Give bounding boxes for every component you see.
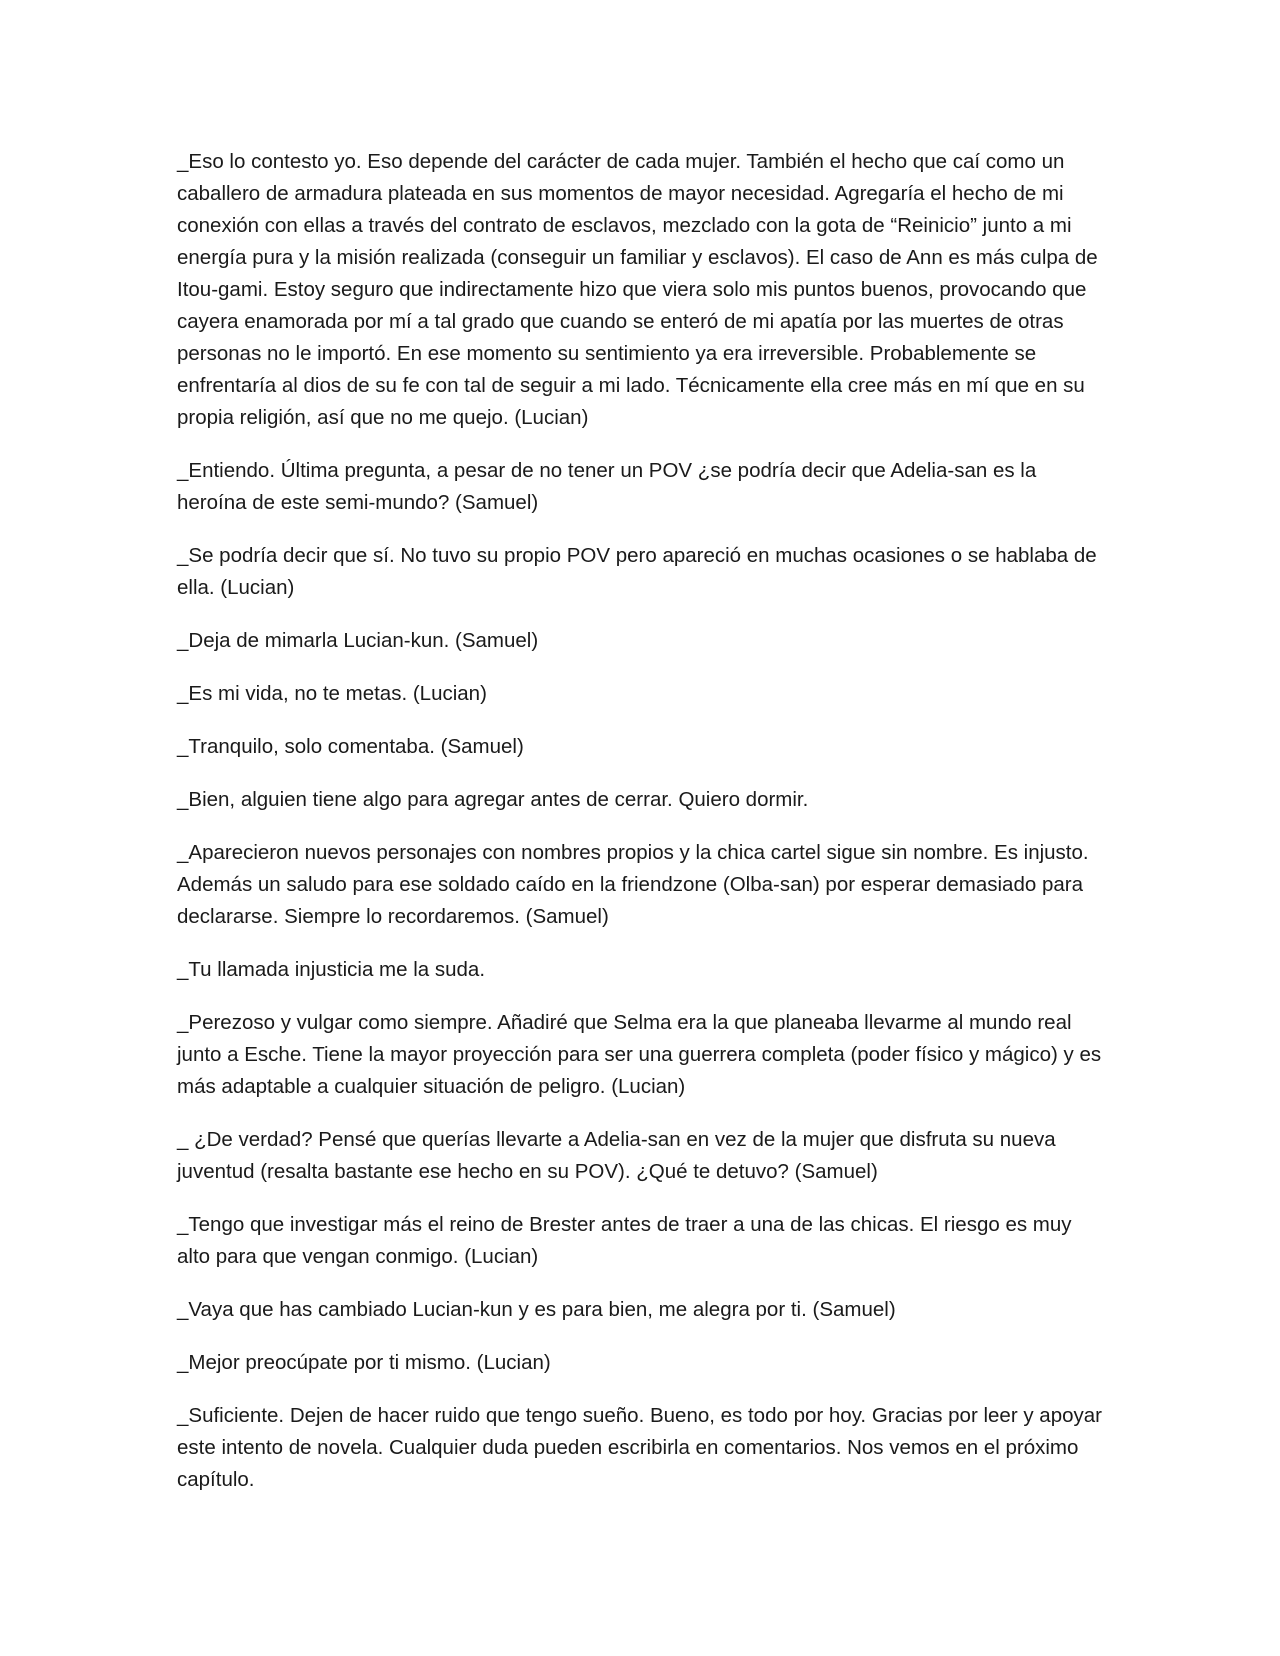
paragraph-14: _Mejor preocúpate por ti mismo. (Lucian) <box>177 1351 551 1374</box>
paragraph-15: _Suficiente. Dejen de hacer ruido que tengo sueño. Bueno, es todo por hoy. Gracias por leer y apoyar este intento de novela. Cualquier duda pueden escribirla en comentarios. Nos vemos en el próximo capítulo. <box>177 1404 1102 1491</box>
paragraph-9: _Tu llamada injusticia me la suda. <box>177 958 486 981</box>
paragraph-3: _Se podría decir que sí. No tuvo su propio POV pero apareció en muchas ocasiones o se hablaba de ella. (Lucian) <box>177 544 1097 599</box>
paragraph-7: _Bien, alguien tiene algo para agregar antes de cerrar. Quiero dormir. <box>177 788 809 811</box>
paragraph-11: _ ¿De verdad? Pensé que querías llevarte a Adelia-san en vez de la mujer que disfruta su nueva juventud (resalta bastante ese hecho en su POV). ¿Qué te detuvo? (Samuel) <box>177 1128 1056 1183</box>
paragraph-4: _Deja de mimarla Lucian-kun. (Samuel) <box>177 629 539 652</box>
paragraph-12: _Tengo que investigar más el reino de Brester antes de traer a una de las chicas. El riesgo es muy alto para que vengan conmigo. (Lucian) <box>177 1213 1072 1268</box>
paragraph-13: _Vaya que has cambiado Lucian-kun y es para bien, me alegra por ti. (Samuel) <box>177 1298 896 1321</box>
document-body <box>177 146 1107 1517</box>
paragraph-6: _Tranquilo, solo comentaba. (Samuel) <box>177 735 524 758</box>
paragraph-1: _Eso lo contesto yo. Eso depende del carácter de cada mujer. También el hecho que caí como un caballero de armadura plateada en sus momentos de mayor necesidad. Agregaría el hecho de mi conexión con ellas a través del contrato de esclavos, mezclado con la gota de “Reinicio” junto a mi energía pura y la misión realizada (conseguir un familiar y esclavos). El caso de Ann es más culpa de Itou-gami. Estoy seguro que indirectamente hizo que viera solo mis puntos buenos, provocando que cayera enamorada por mí a tal grado que cuando se enteró de mi apatía por las muertes de otras personas no le importó. En ese momento su sentimiento ya era irreversible. Probablemente se enfrentaría al dios de su fe con tal de seguir a mi lado. Técnicamente ella cree más en mí que en su propia religión, así que no me quejo. (Lucian) <box>177 150 1098 429</box>
paragraph-2: _Entiendo. Última pregunta, a pesar de no tener un POV ¿se podría decir que Adelia-san es la heroína de este semi-mundo? (Samuel) <box>177 459 1037 514</box>
paragraph-10: _Perezoso y vulgar como siempre. Añadiré que Selma era la que planeaba llevarme al mundo real junto a Esche. Tiene la mayor proyección para ser una guerrera completa (poder físico y mágico) y es más adaptable a cualquier situación de peligro. (Lucian) <box>177 1011 1102 1098</box>
paragraph-5: _Es mi vida, no te metas. (Lucian) <box>177 682 487 705</box>
paragraph-8: _Aparecieron nuevos personajes con nombres propios y la chica cartel sigue sin nombre. Es injusto. Además un saludo para ese soldado caído en la friendzone (Olba-san) por esperar demasiado para declararse. Siempre lo recordaremos. (Samuel) <box>177 841 1089 928</box>
